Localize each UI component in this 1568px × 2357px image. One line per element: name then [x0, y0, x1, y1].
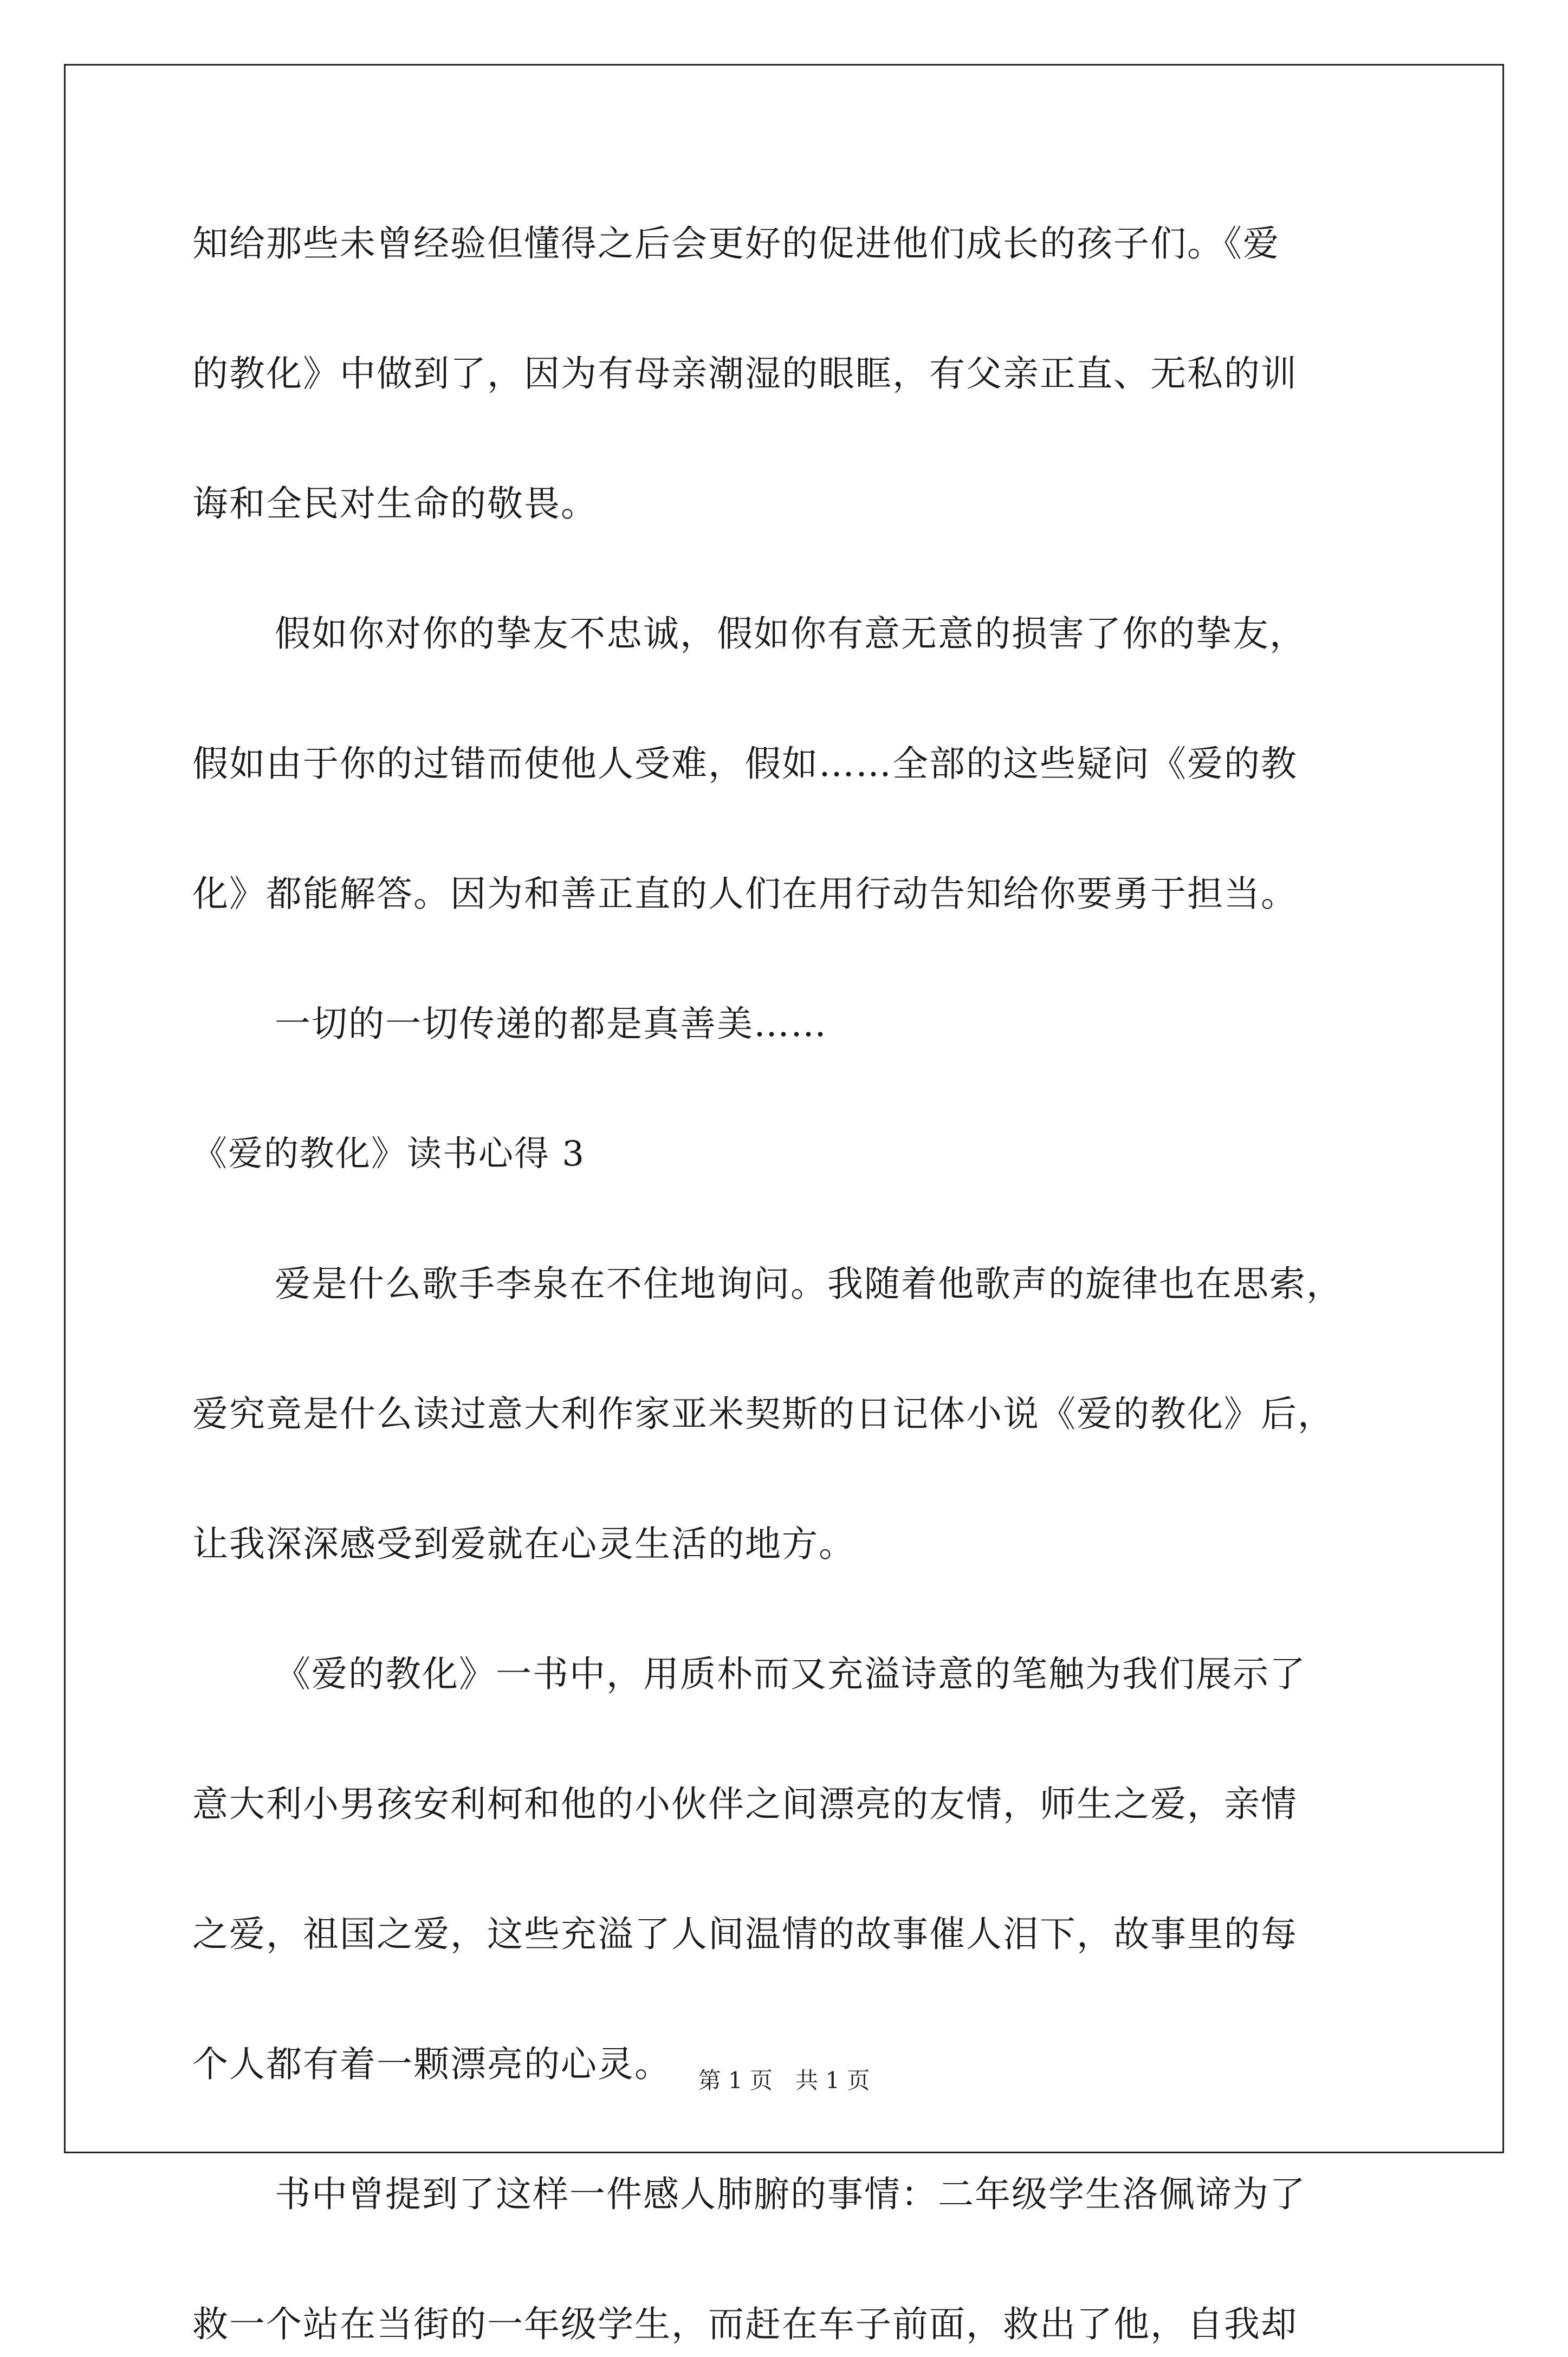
text-line: 爱究竟是什么读过意大利作家亚米契斯的日记体小说《爱的教化》后，	[192, 1393, 1334, 1435]
text-line: 意大利小男孩安利柯和他的小伙伴之间漂亮的友情，师生之爱，亲情	[192, 1783, 1298, 1825]
text-line: 之爱，祖国之爱，这些充溢了人间温情的故事催人泪下，故事里的每	[192, 1913, 1298, 1955]
text-line: 一切的一切传递的都是真善美……	[275, 1003, 827, 1045]
text-line: 爱是什么歌手李泉在不住地询问。我随着他歌声的旋律也在思索，	[275, 1263, 1343, 1305]
document-body	[192, 211, 1417, 2357]
paragraph-4	[192, 1252, 1417, 1577]
text-line: 救一个站在当街的一年级学生，而赶在车子前面，救出了他，自我却	[192, 2303, 1298, 2345]
paragraph-3	[192, 992, 1417, 1057]
text-line: 假如由于你的过错而使他人受难，假如……全部的这些疑问《爱的教	[192, 743, 1298, 785]
text-line: 知给那些未曾经验但懂得之后会更好的促进他们成长的孩子们。《爱	[192, 223, 1280, 264]
paragraph-1	[192, 211, 1417, 536]
text-line: 假如你对你的挚友不忠诚，假如你有意无意的损害了你的挚友，	[275, 613, 1306, 655]
text-line: 化》都能解答。因为和善正直的人们在用行动告知给你要勇于担当。	[192, 873, 1298, 915]
section-heading: 《爱的教化》读书心得 3	[192, 1134, 586, 1174]
text-line: 的教化》中做到了，因为有母亲潮湿的眼眶，有父亲正直、无私的训	[192, 353, 1298, 394]
paragraph-2	[192, 601, 1417, 927]
text-line: 书中曾提到了这样一件感人肺腑的事情：二年级学生洛佩谛为了	[275, 2173, 1306, 2215]
text-line: 《爱的教化》一书中，用质朴而又充溢诗意的笔触为我们展示了	[275, 1653, 1306, 1695]
text-line: 诲和全民对生命的敬畏。	[192, 483, 598, 525]
paragraph-6	[192, 2162, 1417, 2357]
paragraph-5	[192, 1642, 1417, 2097]
text-line: 让我深深感受到爱就在心灵生活的地方。	[192, 1523, 856, 1565]
text-line: 个人都有着一颗漂亮的心灵。	[192, 2043, 671, 2085]
page-number-footer: 第 1 页 共 1 页	[698, 2067, 870, 2094]
